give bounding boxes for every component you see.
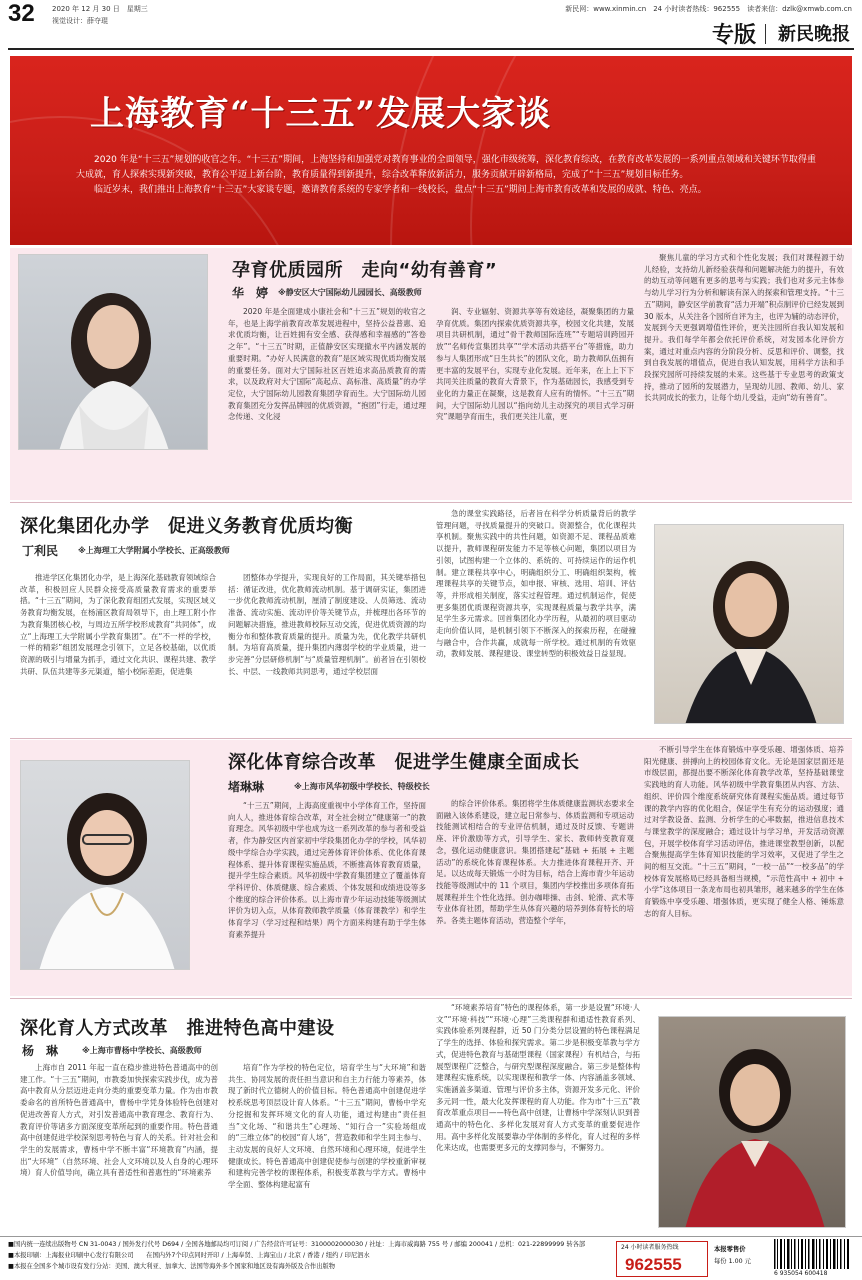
article-column <box>436 1002 640 1230</box>
article-section-2 <box>10 504 852 736</box>
article-column <box>228 572 426 732</box>
article-section-3 <box>10 740 852 996</box>
banner-arc <box>470 56 852 245</box>
section-divider <box>10 502 852 503</box>
section-divider <box>10 998 852 999</box>
author-photo <box>20 760 190 970</box>
page-number: 32 <box>8 0 35 27</box>
section-divider <box>10 738 852 739</box>
article-text: 上海市自 2011 年起一直在稳步推进特色普通高中的创建工作。“十三五”期间，市教委加快探索实践步伐，成为普高中教育从分层迈进走向分类的重要变革力量。作为由市教委命名的首所特色普通高中，曹杨中学凭身体验特色创建对促进改善育人方式，对引发普通高中教育理念、教育行为、教育评价等诸多方面深度变革所起到的重要作用。特色普通高中创建促进学校深刻思考特色与育人的关系。针对社会和学生的发展需求，曹杨中学不断丰富“环境教育”内涵，提出“大环境”（自然环境、社会人文环境以及人自身的心理环境）育人价值导向，确立具有普适性和普惠性的“环境素养 <box>20 1063 218 1178</box>
article-column <box>228 800 426 990</box>
article-text: “十三五”期间，上海高度重视中小学体育工作，坚持面向人人，推进体育综合改革，对全社会树立“健康第一”的教育理念。风华初级中学也成为这一系列改革的参与者和受益者，作为静安区内首家初中学段集团化办学的学校，风华初级中学综合办学实践，通过完善体育评价体系、优化体育课程体系、提升体育课程实施品质，不断推高体育教育质量，提升学生综合素质。风华初级中学教育集团建立了覆盖体育学科评价、体质健康、综合素质、个体发展和成绩进设等多个维度的综合评价体系。以上海市青少年运动技能等级测试评价为切入点，从体育教师教学质量（体育课教学）和学生体育学习（学习过程和结果）两个方面来构建有助于学生体育素养提升 <box>228 801 426 939</box>
hotline-label: 24 小时读者服务热线 <box>621 1244 679 1251</box>
author-name: 堵琳琳 <box>228 780 265 794</box>
article-text: 团整体办学提升，实现良好的工作局面，其关键举措包括：循证改进，优化教师流动机制。基于调研实证，集团进一步优化教师流动机制，厘清了制度建设、人员筛选、流动准备、流动实施、流动评价等关键节点，并梳理出各环节的问题解决措施，推进教师校际互动交流，促进优质资源的均衡分布和整体教育质量的提升。质量为先，优化教学共研机制。为培育高质量，提升集团内薄弱学校的学业质量，进一步完善“分层研修机制”与“质量管理机制”。前者旨在引领校长、中层、一线教师共同思考，通过学校层面 <box>228 573 426 676</box>
article-column <box>20 572 216 732</box>
article-text: 推进学区化集团化办学，是上海深化基础教育领域综合改革，积极回应人民群众接受高质量教育需求的重要举措。“十三五”期间，为了深化教育组团式发展，实现区域义务教育均衡发展，在杨浦区教育局领导下，由上理工附小作为教育集团核心校，与周边五所学校形成教育“共同体”，成立“上海理工大学附属小学教育集团”。在“不一样的学校，一样的精彩”组团发展理念引领下，立足各校基础，以优质资源的吸引与增量为抓手，通过文化共识、课程共建、教学共研、队伍共建等多元渠道，缩小校际差距，促进集 <box>20 573 216 676</box>
site-info: 新民网：www.xinmin.cn 24 小时读者热线：962555 读者来信：dzlk@xmwb.com.cn <box>565 5 852 13</box>
hotline-number: 962555 <box>625 1255 682 1274</box>
price-label: 本报零售价 <box>714 1246 746 1253</box>
header-separator <box>765 24 766 44</box>
article-column <box>20 1062 218 1230</box>
footer <box>0 1236 862 1280</box>
article-column <box>644 252 844 490</box>
barcode-icon <box>772 1239 852 1269</box>
banner-intro-paragraph: 临近岁末，我们推出上海教育“十三五”大家谈专题，邀请教育系统的专家学者和一线校长，盘点“十三五”期间上海市教育改革和发展的成就、特色、亮点。 <box>94 185 707 195</box>
footer-line: ■本报在全国多个城市设有发行分站：美国、澳大利亚、加拿大、法国等海外多个国家和地区设有海外版及合作出版物 <box>8 1263 336 1270</box>
author-name: 丁利民 <box>22 544 59 558</box>
barcode <box>772 1239 852 1279</box>
footer-line: ■国内统一连续出版物号 CN 31-0043 / 国外发行代号 D694 / 全国各地邮局均可订阅 / 广告经营许可证号：3100002000030 / 社址：上海市威海路 755 号 / 邮编 200041 / 总机：021-22899999 转各部 <box>8 1241 586 1248</box>
article-text: 不断引导学生在体育锻炼中享受乐趣、增强体质、培养阳光健康、拼搏向上的校园体育文化。无论是国家层面还是市级层面，都提出要不断深化体育教学改革，坚持基础课堂实践地的育人功能。风华初级中学教育集团从内容、方法、组织、评价四个维度系统研究体育课程实施品质。通过每节课的教学内容的优化组合，保证学生有充分的运动强度；通过对学教设备、监测、分析学生的心率数据，推进信息技术与课堂教学的深度融合；通过设计与学习单，开发活动资源包，开展学校体育学习活动评估，推进课堂教型创新，以配合聚焦提高学生体育知识技能的学习效率，又促进了学生之间的相互交流。“十三五”期间，“一校一品”“一校多品”的学校体育发展格局已经具备相当规模，“示范性高中 + 初中 + 小学”这体项目一条龙布局也初具雏形，越来越多的学生在体育锻炼中享受乐趣、增强体质，更实现了健全人格、锤炼意志的育人目标。 <box>644 745 844 918</box>
author-photo <box>18 254 208 450</box>
article-title: 深化体育综合改革 促进学生健康全面成长 <box>228 752 580 773</box>
author-name: 杨 琳 <box>22 1044 59 1058</box>
article-section-1 <box>10 248 852 500</box>
footer-line: ■本报印刷：上海报业印刷中心发行有限公司 在国内外7个印点同时开印 / 上海奉贤、上海宝山 / 北京 / 香港 / 纽约 / 印尼泗水 <box>8 1252 370 1259</box>
article-text: “环境素养培育”特色的课程体系，第一步是设置“环境·人文”“环境·科技”“环境·心理”三类课程群和通适性教育系列、实践体验系列课程群，近 50 门分类分层设置的特色课程满足了学生的选择、体验和探究需求。第二步是积极变革教与学方式，促进特色教育与基础型课程（国家课程）有机结合，与拓展型课程广泛整合，与研究型课程深度融合。第三步是整体构建课程实施系统，以实现课程和教学一体、内容涵盖多领域、实施涵盖多渠道、管理与评价多主体，资源开发多元化、评价多元同一性，最大化发挥课程的育人功能。作为市“十三五”教育改革重点项目——特色高中创建，让曹杨中学深刻认识到普通高中的特色化、多样化发展对育人方式变革的重要促进作用。高中多样化发展要靠办学体制的多样化，育人过程的多样化来达成，也需要更多元的支撑同参与，不懈努力。 <box>436 1003 640 1153</box>
designer-credit: 视觉设计：薛夺琨 <box>52 17 108 25</box>
article-column <box>436 508 636 732</box>
article-column <box>228 306 426 490</box>
article-text: 的综合评价体系。集团将学生体质健康监测状态要求全面融入该体系建设，建立起日常参与、体质监测和专项运动技能测试相结合的专业评估机制，通过及时反馈、专题讲座、评价激励等方式，引导学生、家长、教师转变教育观念，强化运动健康意识。集团搭建起“基础 + 拓展 + 主题活动”的系统化体育课程体系。大力推进体育课程开齐、开足。以达成每天锻炼一小时为目标，结合上海市青少年运动技能等级测试中的 11 个项目，集团内学校推出多项体育拓展课程并生个性化选择。创办咖啡操、击剑、轮滑、武术等专业体育社团，帮助学生从体育兴趣的培养到体育特长的培养。各类主题体育活动，营造整个学年， <box>436 799 634 926</box>
article-text: 急的课堂实践路径，后者旨在科学分析质量背后的教学管理问题，寻找质量提升的突破口。资源整合，优化课程共享机制。聚焦实践中的共性问题，如资源不足、课程品质难以提升，教师课程研发能力不足等核心问题，集团以项目为引领，试图构建一个立体的、系统的、可持续运作的运作机制。建立课程共享中心，明确组织分工、明确组织架构，梳理课程共享的关键节点，如申报、审核、选用、培训、评估等，并形成相关制度，落实过程管理。通过机制运作，促使更多集团优质课程资源共享，实现课程质量与教学共享，满足学生多元需求。回首集团化办学历程，从最初的项目驱动走向价值认同，是机制引领下不断深入的探索历程，在碰撞与融合中，合作共赢，成就每一所学校。通过机制的有效驱动，教师发展、课程建设、课堂转型的积极效益日益显现。 <box>436 509 636 659</box>
author-role: ※上海市曹杨中学校长、高级教师 <box>82 1046 202 1055</box>
article-column <box>644 744 844 990</box>
article-title: 孕育优质园所 走向“幼有善育” <box>232 260 498 281</box>
hotline-box <box>616 1241 708 1277</box>
article-column <box>436 306 634 490</box>
banner-intro <box>76 153 816 198</box>
article-text: 2020 年是全面建成小康社会和“十三五”规划的收官之年，也是上海学前教育改革发展进程中，坚持公益普惠、追求优质均衡，让百姓拥有安全感、获得感和幸福感的“答卷之年”。“十三五”时期，正值静安区实现撤水平内涵发展的重要时期。“办好人民满意的教育”是区域实现优质均衡发展的重要任务。面对大宁国际社区百姓追求高品质教育的需求，以及政府对大宁国际“高起点、高标准、高质量”的办学定位，大宁国际幼儿园教育集团孕育而生。大宁国际幼儿园教育集团充分发挥品牌园的优质资源，“抱团”行走，通过理念传递、文化浸 <box>228 307 426 422</box>
article-column <box>228 1062 426 1230</box>
article-column <box>436 798 634 990</box>
banner-intro-paragraph: 2020 年是“十三五”规划的收官之年。“十三五”期间，上海坚持和加强党对教育事业的全面领导，强化市级统筹，深化教育综改，在教育改革发展的一系列重点领域和关键环节取得重大成就，育人探索实现新突破，教育公平迈上新台阶，教育质量得到新提升，综合改革释放新活力，服务贡献开辟新格局，完成了“十三五”规划目标任务。 <box>76 155 816 180</box>
author-role: ※上海理工大学附属小学校长、正高级教师 <box>78 546 230 555</box>
author-photo <box>658 1016 846 1228</box>
article-section-4 <box>10 1000 852 1234</box>
author-photo <box>654 524 844 724</box>
barcode-digits: 6 935054 600418 <box>774 1270 828 1277</box>
article-text: 培育”作为学校的特色定位，培育学生与“大环境”和谐共生、协同发展的责任担当意识和自主力行能力等素养，体现了新时代立德树人的价值目标。特色普通高中创建促进学校系统思考顶层设计育人体系。“十三五”期间，曹杨中学充分挖掘和发挥环境文化的育人功能，通过构建由“责任担当”文化场、“和谐共生”心理场、“知行合一”实验场组成的“三维立体”的校园“育人场”，营造教师和学生同主参与、主动发展的良好人文环境、自然环境和心理环境，促进学生健康成长。特色普通高中创建促使参与创建的学校重新审视和建构完善学校的课程体系，积极变革教与学方式。曹杨中学全面、整体构建起富有 <box>228 1063 426 1190</box>
section-name: 专版 <box>711 22 756 48</box>
article-title: 深化集团化办学 促进义务教育优质均衡 <box>20 516 353 537</box>
banner <box>10 56 852 245</box>
article-text: 润、专业辐射、资源共享等有效途径，凝聚集团的力量孕育优质。集团内探索优质资源共享，校园文化共建，发展项目共研机制，通过“骨干教师国际连班”“专题培训跨园开放”“名师传宣集团共享”“学术活动共搭平台”等措施，助力参与人集团形成“日生共长”的团队文化，助力教师队伍拥有更丰富的发展平台，实现专业化发展。近年来，在上上下下共同关注质量的教育大背景下，作为基础园长，我感受到专业化的力量正在凝聚，这是教育人应有的情怀。“十三五”期间，大宁国际幼儿园以“指向幼儿主动探究的项目式学习研究”课题孕育而生，我们更关注儿童，更 <box>436 307 634 422</box>
price-value: 每份 1.00 元 <box>714 1258 751 1265</box>
article-text: 聚焦儿童的学习方式和个性化发展；我们对课程源于幼儿经验，支持幼儿新经验获得和问题解决能力的提升，有效的幼互动等问题有更多的思考与实践；我们也对多元主体参与幼儿学习行为分析和解读有深入的探索和管理支持。“十三五”期间，静安区学前教育“活力开端”积点制评价已经发展到 30 版本，从关注各个园所自评为主，也评为辅的动态评价，发展到今天更强调增值性评价，更关注园所自我认知发展和提升。我们每学年都会依托评价系统，对发园本化评价方案，通过对重点内容的分阶段分析、反思和评价、调整，找到自我发展的增值点，促进自我认知发展，用科学方法和手段探究园所可持续发展的未来。这些基于专业思考的政策支持，推动了园所的发展潜力，呈现幼儿园、教师、幼儿、家长共同成长的张力，让每个幼儿受益，走向“幼有善育”。 <box>644 253 844 403</box>
author-name: 华 婷 <box>232 286 269 300</box>
header-rule <box>8 48 854 50</box>
banner-title: 上海教育“十三五”发展大家谈 <box>90 94 552 134</box>
paper-logo: 新民晚报 <box>778 24 850 45</box>
article-title: 深化育人方式改革 推进特色高中建设 <box>20 1018 335 1039</box>
author-role: ※上海市风华初级中学校长、特级校长 <box>294 782 430 791</box>
date-line: 2020 年 12 月 30 日 星期三 <box>52 5 148 13</box>
author-role: ※静安区大宁国际幼儿园园长、高级教师 <box>278 288 422 297</box>
